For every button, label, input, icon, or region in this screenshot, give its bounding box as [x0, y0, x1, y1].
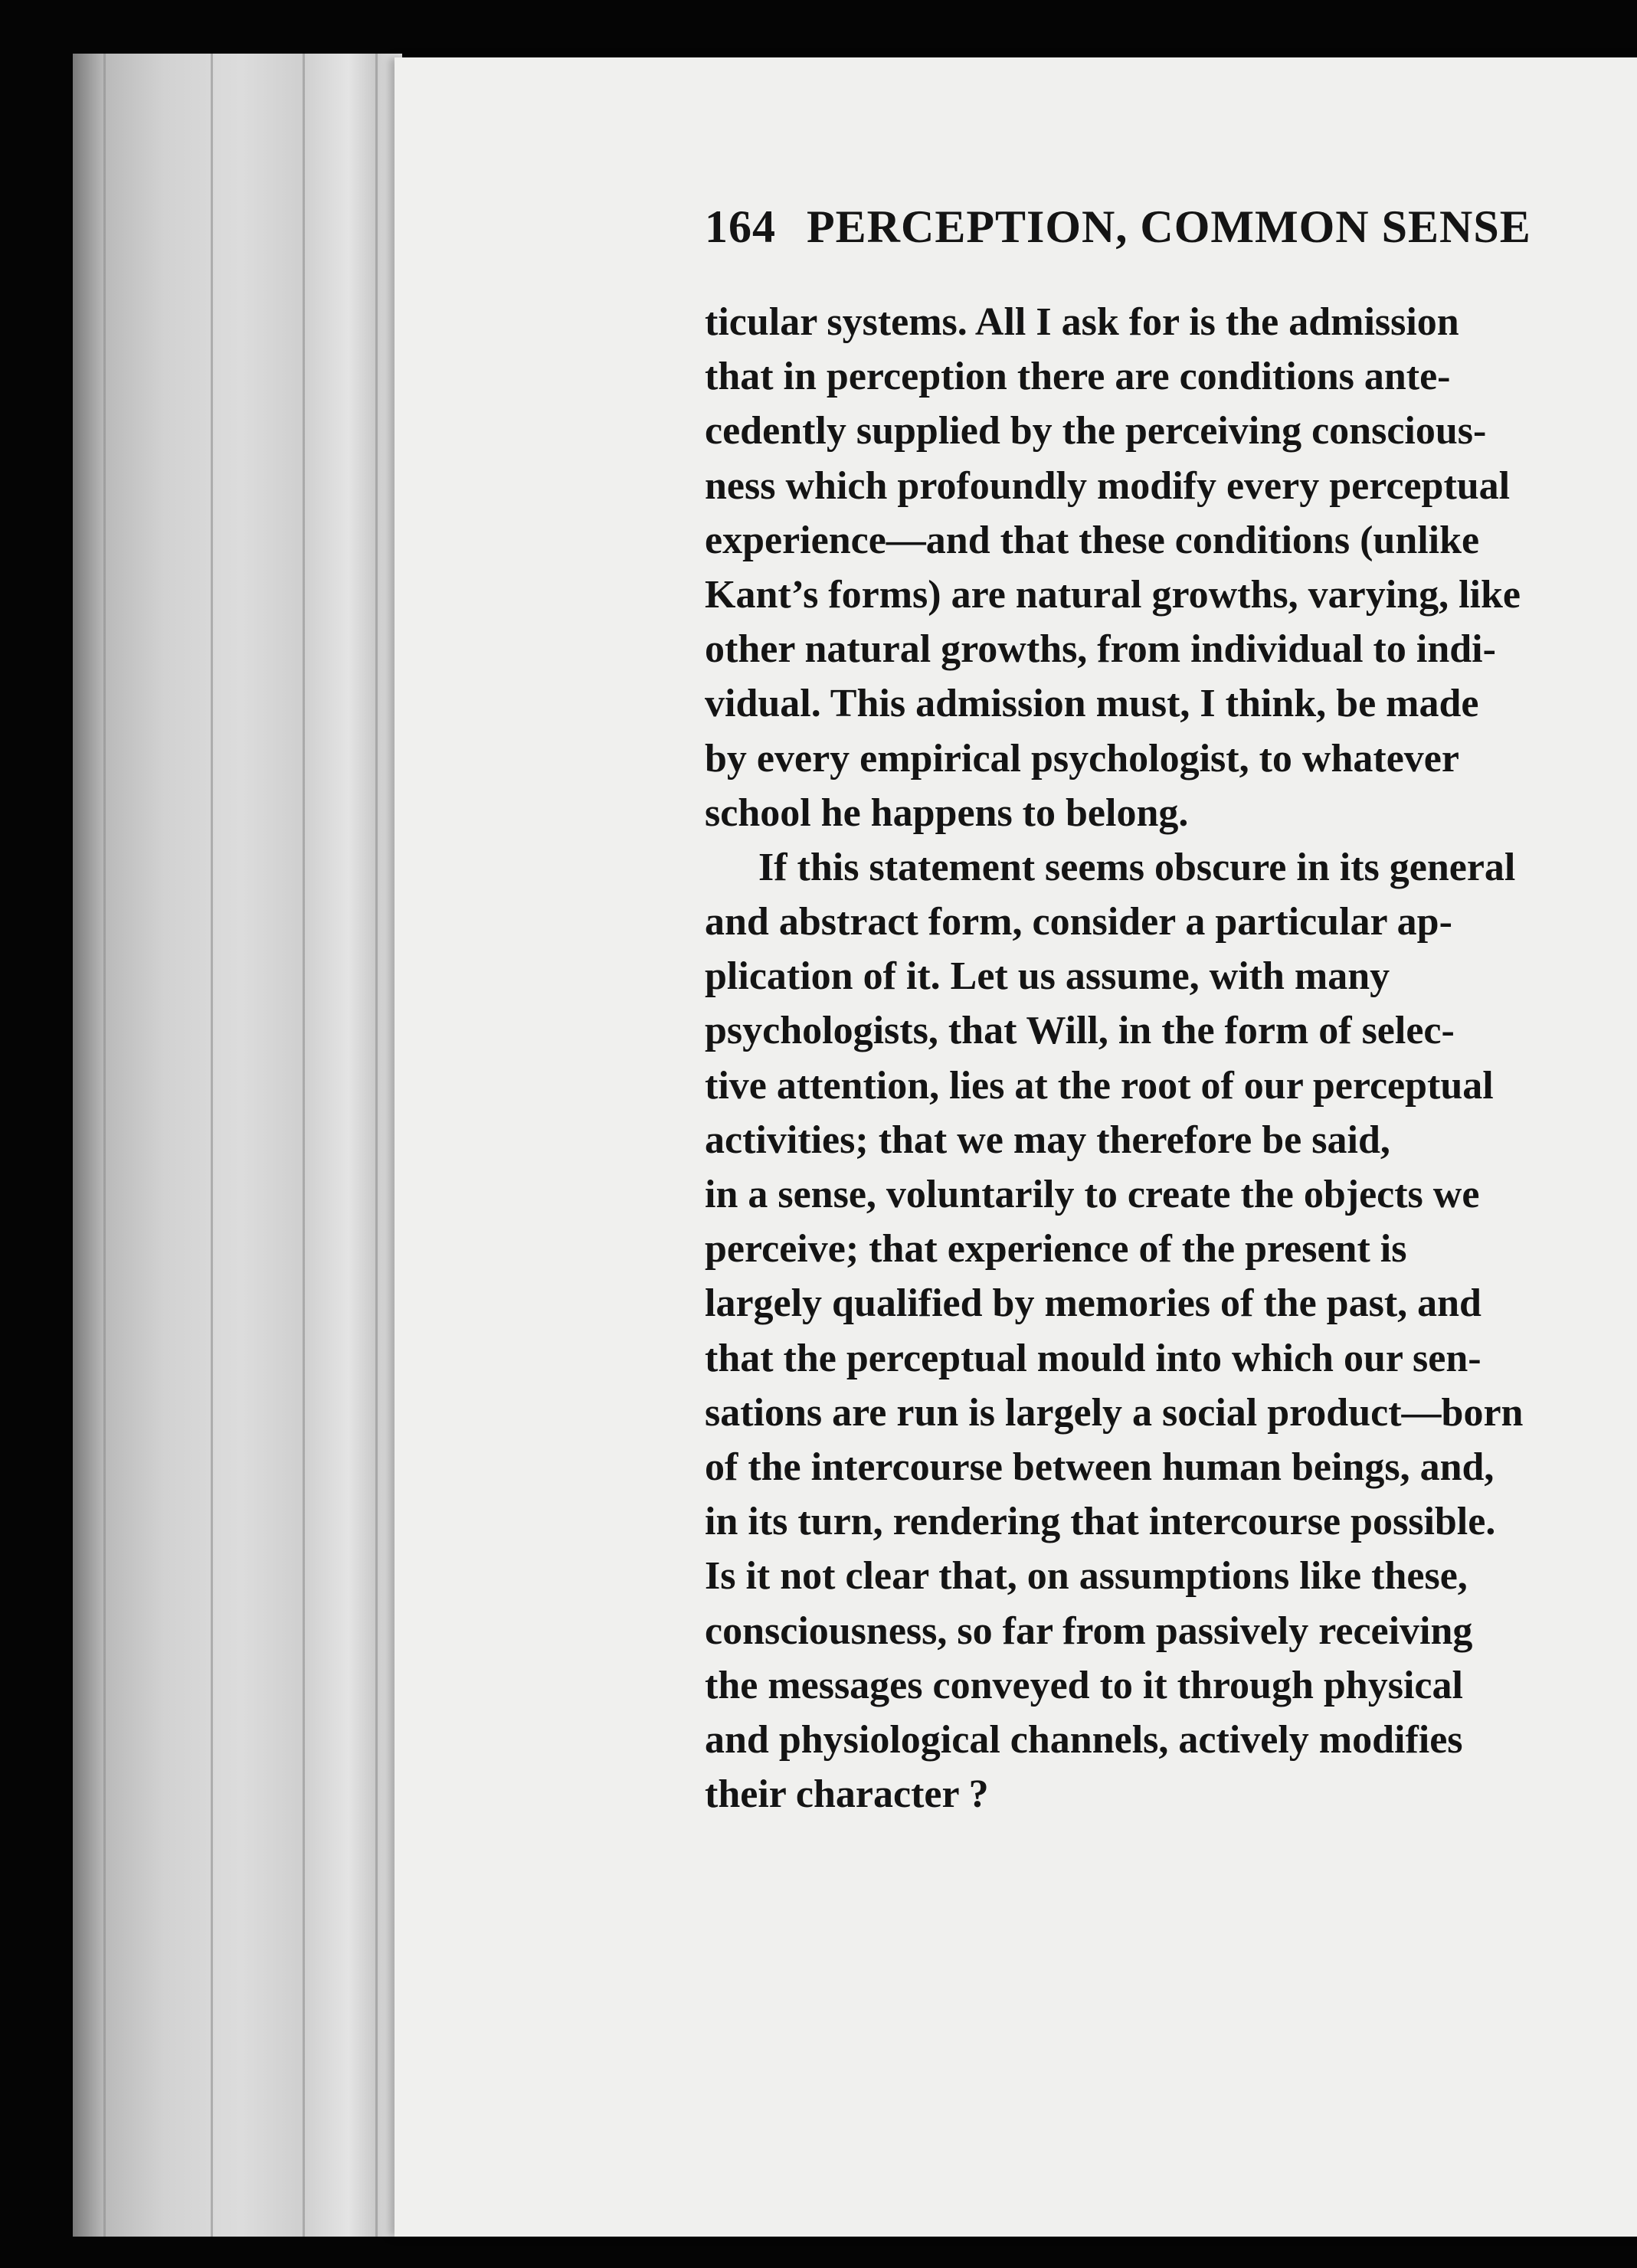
text-line: by every empirical psychologist, to whatever	[705, 736, 1459, 781]
text-line: the messages conveyed to it through physical	[705, 1663, 1463, 1707]
text-line: If this statement seems obscure in its general	[758, 845, 1516, 889]
text-line: experience—and that these conditions (unlike	[705, 518, 1480, 562]
text-line: vidual. This admission must, I think, be made	[705, 682, 1479, 726]
running-head	[705, 201, 1624, 262]
text-line: tive attention, lies at the root of our perceptual	[705, 1063, 1494, 1108]
text-line: consciousness, so far from passively receiving	[705, 1609, 1473, 1653]
page-edge-line	[375, 54, 378, 2237]
page-number: 164	[705, 201, 776, 252]
text-line: and abstract form, consider a particular ap-	[705, 900, 1452, 944]
text-line: of the intercourse between human beings, and,	[705, 1445, 1495, 1489]
text-line: in a sense, voluntarily to create the objects we	[705, 1173, 1480, 1216]
paragraph	[705, 840, 1637, 1821]
text-line: ness which profoundly modify every perceptual	[705, 463, 1511, 508]
text-line: and physiological channels, actively modifies	[705, 1717, 1463, 1762]
text-line: Is it not clear that, on assumptions like these,	[705, 1554, 1468, 1599]
text-line: in its turn, rendering that intercourse possible.	[705, 1500, 1496, 1544]
text-line: perceive; that experience of the present is	[705, 1227, 1407, 1271]
running-head-title: PERCEPTION, COMMON SENSE	[807, 201, 1531, 252]
text-line: their character ?	[705, 1772, 989, 1817]
text-line: Kant’s forms) are natural growths, varying, like	[705, 572, 1521, 617]
page-edge-line	[303, 54, 305, 2237]
text-line: ticular systems. All I ask for is the admission	[705, 300, 1459, 344]
text-line: school he happens to belong.	[705, 790, 1189, 835]
page-edge-line	[103, 54, 106, 2237]
page-edge-line	[211, 54, 213, 2237]
stacked-page-edges	[73, 54, 402, 2237]
text-line: other natural growths, from individual to indi-	[705, 627, 1496, 672]
text-line: activities; that we may therefore be said,	[705, 1118, 1390, 1162]
text-line: largely qualified by memories of the past, and	[705, 1281, 1481, 1326]
text-line: sations are run is largely a social product—born	[705, 1390, 1524, 1435]
text-line: that the perceptual mould into which our sen-	[705, 1336, 1481, 1380]
text-line: psychologists, that Will, in the form of selec-	[705, 1009, 1455, 1053]
text-line: that in perception there are conditions ante-	[705, 355, 1451, 399]
body-text	[705, 295, 1637, 1821]
paragraph	[705, 295, 1637, 840]
text-line: plication of it. Let us assume, with many	[705, 954, 1390, 999]
text-line: cedently supplied by the perceiving conscious-	[705, 409, 1487, 453]
